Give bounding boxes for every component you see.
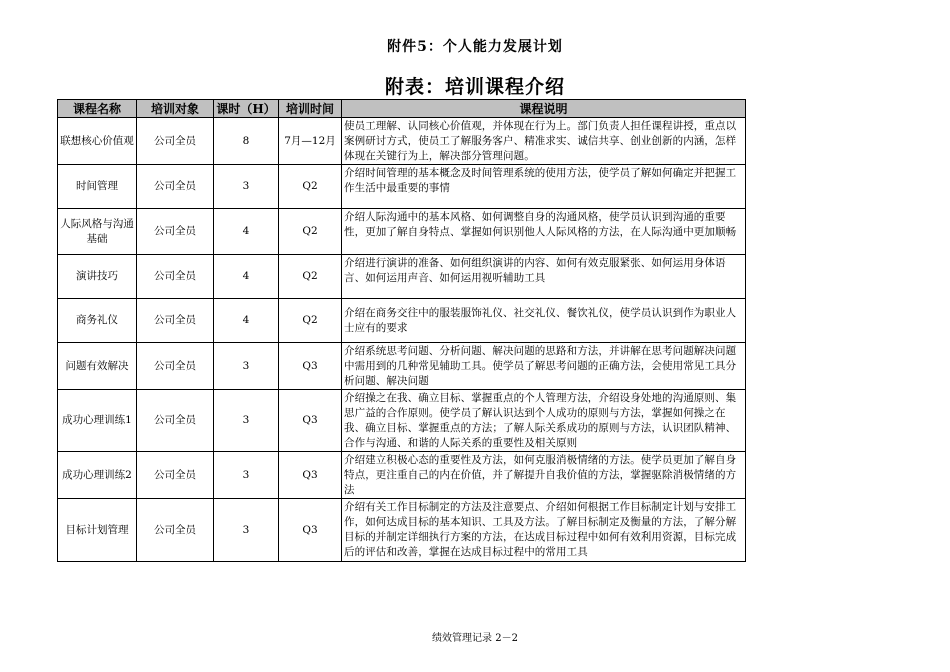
- course-name: 成功心理训练2: [58, 452, 137, 499]
- course-time: Q2: [279, 299, 342, 343]
- col-header-audience: 培训对象: [137, 100, 214, 118]
- course-description: 介绍时间管理的基本概念及时间管理系统的使用方法，使学员了解如何确定并把握工作生活中最重要的事情: [342, 165, 746, 209]
- table-row: [58, 118, 746, 165]
- attachment-title: 附件5：个人能力发展计划: [387, 39, 563, 55]
- course-hours: 3: [214, 390, 279, 452]
- table-row: [58, 499, 746, 562]
- course-time: Q3: [279, 452, 342, 499]
- course-name: 商务礼仪: [58, 299, 137, 343]
- table-header-row: [58, 100, 746, 118]
- course-audience: 公司全员: [137, 255, 214, 299]
- course-time: 7月—12月: [279, 118, 342, 165]
- course-description: 介绍人际沟通中的基本风格、如何调整自身的沟通风格，使学员认识到沟通的重要性，更加了解自身特点、掌握如何识别他人人际风格的方法，在人际沟通中更加顺畅: [342, 209, 746, 255]
- col-header-course-name: 课程名称: [58, 100, 137, 118]
- table-row: [58, 343, 746, 390]
- course-name: 成功心理训练1: [58, 390, 137, 452]
- page-footer: 绩效管理记录 2－2: [432, 633, 518, 644]
- course-hours: 4: [214, 255, 279, 299]
- course-time: Q2: [279, 255, 342, 299]
- course-name: 联想核心价值观: [58, 118, 137, 165]
- course-description: 介绍在商务交往中的服装服饰礼仪、社交礼仪、餐饮礼仪，使学员认识到作为职业人士应有的要求: [342, 299, 746, 343]
- course-description: 介绍有关工作目标制定的方法及注意要点、介绍如何根据工作目标制定计划与安排工作，如何达成目标的基本知识、工具及方法。了解目标制定及衡量的方法，了解分解目标的并制定详细执行方案的方法，在达成目标过程中如何有效利用资源，目标完成后的评估和改善，掌握在达成目标过程中的常用工具: [342, 499, 746, 562]
- table-title: 附表：培训课程介绍: [384, 76, 565, 98]
- course-hours: 8: [214, 118, 279, 165]
- course-hours: 3: [214, 343, 279, 390]
- course-description: 使员工理解、认同核心价值观，并体现在行为上。部门负责人担任课程讲授，重点以案例研讨方式，使员工了解服务客户、精准求实、诚信共享、创业创新的内涵，怎样体现在关键行为上，解决部分管理问题。: [342, 118, 746, 165]
- course-audience: 公司全员: [137, 499, 214, 562]
- table-row: [58, 165, 746, 209]
- course-hours: 3: [214, 452, 279, 499]
- course-name: 人际风格与沟通基础: [58, 209, 137, 255]
- course-description: 介绍进行演讲的准备、如何组织演讲的内容、如何有效克服紧张、如何运用身体语言、如何运用声音、如何运用视听辅助工具: [342, 255, 746, 299]
- table-row: [58, 209, 746, 255]
- table-row: [58, 255, 746, 299]
- col-header-hours: 课时（H）: [214, 100, 279, 118]
- course-hours: 4: [214, 299, 279, 343]
- course-audience: 公司全员: [137, 165, 214, 209]
- course-audience: 公司全员: [137, 390, 214, 452]
- course-hours: 4: [214, 209, 279, 255]
- course-audience: 公司全员: [137, 343, 214, 390]
- course-name: 问题有效解决: [58, 343, 137, 390]
- course-audience: 公司全员: [137, 452, 214, 499]
- course-audience: 公司全员: [137, 209, 214, 255]
- course-time: Q3: [279, 499, 342, 562]
- course-name: 时间管理: [58, 165, 137, 209]
- course-name: 目标计划管理: [58, 499, 137, 562]
- course-time: Q2: [279, 165, 342, 209]
- course-description: 介绍系统思考问题、分析问题、解决问题的思路和方法，并讲解在思考问题解决问题中需用到的几种常见辅助工具。使学员了解思考问题的正确方法，会使用常见工具分析问题、解决问题: [342, 343, 746, 390]
- course-hours: 3: [214, 165, 279, 209]
- table-row: [58, 390, 746, 452]
- course-description: 介绍建立积极心态的重要性及方法，如何克服消极情绪的方法。使学员更加了解自身特点，更注重自己的内在价值，并了解提升自我价值的方法，掌握驱除消极情绪的方法: [342, 452, 746, 499]
- col-header-time: 培训时间: [279, 100, 342, 118]
- table-row: [58, 299, 746, 343]
- table-row: [58, 452, 746, 499]
- col-header-description: 课程说明: [342, 100, 746, 118]
- course-time: Q3: [279, 390, 342, 452]
- course-audience: 公司全员: [137, 118, 214, 165]
- course-table: [57, 99, 746, 562]
- course-description: 介绍操之在我、确立目标、掌握重点的个人管理方法，介绍设身处地的沟通原则、集思广益的合作原则。使学员了解认识达到个人成功的原则与方法，掌握如何操之在我、确立目标、掌握重点的方法；了解人际关系成功的原则与方法，认识团队精神、合作与沟通、和谐的人际关系的重要性及相关原则: [342, 390, 746, 452]
- course-hours: 3: [214, 499, 279, 562]
- course-time: Q2: [279, 209, 342, 255]
- course-name: 演讲技巧: [58, 255, 137, 299]
- course-audience: 公司全员: [137, 299, 214, 343]
- course-time: Q3: [279, 343, 342, 390]
